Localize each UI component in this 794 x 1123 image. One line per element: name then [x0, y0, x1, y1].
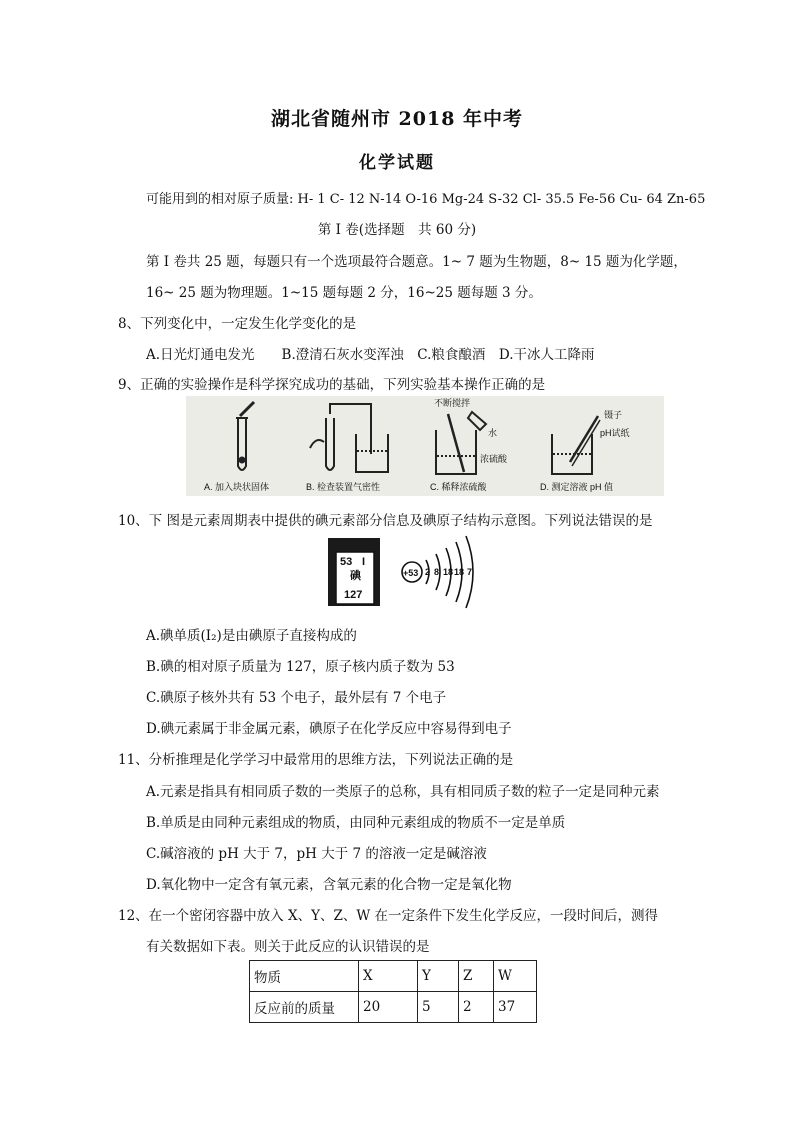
table-cell: Y: [418, 961, 459, 992]
shell-3-count: 18: [443, 567, 454, 577]
table-row: [250, 992, 537, 1023]
question-10-option-b: B.碘的相对原子质量为 127，原子核内质子数为 53: [146, 659, 455, 675]
question-11-option-d: D.氧化物中一定含有氧元素，含氧元素的化合物一定是氧化物: [146, 877, 512, 893]
shell-2-count: 8: [434, 567, 440, 577]
instructions-line-1: 第 I 卷共 25 题，每题只有一个选项最符合题意。1~ 7 题为生物题，8~ 15 题为化学题，: [146, 254, 687, 270]
question-9-stem: 9、正确的实验操作是科学探究成功的基础，下列实验基本操作正确的是: [118, 377, 546, 393]
question-10-option-a: A.碘单质(I₂)是由碘原子直接构成的: [146, 628, 357, 644]
table-cell: 5: [418, 992, 459, 1023]
element-number: 53: [340, 556, 353, 568]
question-10-option-c: C.碘原子核外共有 53 个电子，最外层有 7 个电子: [146, 690, 447, 706]
table-cell: 反应前的质量: [250, 992, 359, 1023]
fig-label-d: D. 测定溶液 pH 值: [540, 482, 614, 492]
instructions-line-2: 16~ 25 题为物理题。1~15 题每题 2 分，16~25 题每题 3 分。: [146, 285, 542, 301]
section-heading: 第 I 卷(选择题 共 60 分): [317, 222, 477, 238]
question-12-stem-1: 12、在一个密闭容器中放入 X、Y、Z、W 在一定条件下发生化学反应，一段时间后，测得: [118, 908, 659, 924]
question-11-option-c: C.碱溶液的 pH 大于 7，pH 大于 7 的溶液一定是碱溶液: [146, 846, 487, 862]
label-tweezers: 镊子: [604, 410, 623, 420]
fig-label-c: C. 稀释浓硫酸: [430, 482, 487, 492]
shell-5-count: 7: [467, 567, 473, 577]
label-acid: 浓硫酸: [480, 454, 508, 464]
element-name: 碘: [350, 570, 361, 582]
mass-data-table: [249, 960, 537, 1023]
table-cell: W: [494, 961, 537, 992]
table-cell: 物质: [250, 961, 359, 992]
label-stir: 不断搅拌: [434, 398, 471, 408]
table-cell: 20: [359, 992, 418, 1023]
label-water: 水: [488, 428, 498, 438]
lab-operations-figure: [186, 396, 664, 496]
nucleus-charge: +53: [403, 568, 419, 578]
fig-label-a: A. 加入块状固体: [204, 482, 270, 492]
question-11-option-b: B.单质是由同种元素组成的物质，由同种元素组成的物质不一定是单质: [146, 815, 566, 831]
question-11-option-a: A.元素是指具有相同质子数的一类原子的总称，具有相同质子数的粒子一定是同种元素: [146, 784, 660, 800]
question-11-stem: 11、分析推理是化学学习中最常用的思维方法，下列说法正确的是: [118, 752, 514, 768]
label-ph-paper: pH试纸: [600, 428, 630, 438]
shell-4-count: 18: [454, 567, 465, 577]
question-8-stem: 8、下列变化中，一定发生化学变化的是: [118, 316, 357, 332]
table-row: [250, 961, 537, 992]
table-cell: 37: [494, 992, 537, 1023]
element-mass: 127: [344, 589, 363, 601]
shell-1-count: 2: [425, 567, 431, 577]
fig-label-b: B. 检查装置气密性: [306, 482, 381, 492]
table-cell: X: [359, 961, 418, 992]
question-10-stem: 10、下 图是元素周期表中提供的碘元素部分信息及碘原子结构示意图。下列说法错误的是: [118, 513, 653, 529]
question-12-stem-2: 有关数据如下表。则关于此反应的认识错误的是: [146, 939, 430, 955]
table-cell: Z: [459, 961, 494, 992]
question-10-option-d: D.碘元素属于非金属元素，碘原子在化学反应中容易得到电子: [146, 721, 512, 737]
atomic-masses: 可能用到的相对原子质量: H- 1 C- 12 N-14 O-16 Mg-24 S-32 Cl- 35.5 Fe-56 Cu- 64 Zn-65: [146, 192, 706, 207]
question-8-options: A.日光灯通电发光 B.澄清石灰水变浑浊 C.粮食酿酒 D.干冰人工降雨: [146, 347, 595, 363]
table-cell: 2: [459, 992, 494, 1023]
element-symbol: I: [362, 556, 366, 568]
iodine-figure: [326, 532, 496, 614]
page-title: 湖北省随州市 2018 年中考: [270, 108, 524, 130]
page-subtitle: 化学试题: [359, 153, 435, 173]
